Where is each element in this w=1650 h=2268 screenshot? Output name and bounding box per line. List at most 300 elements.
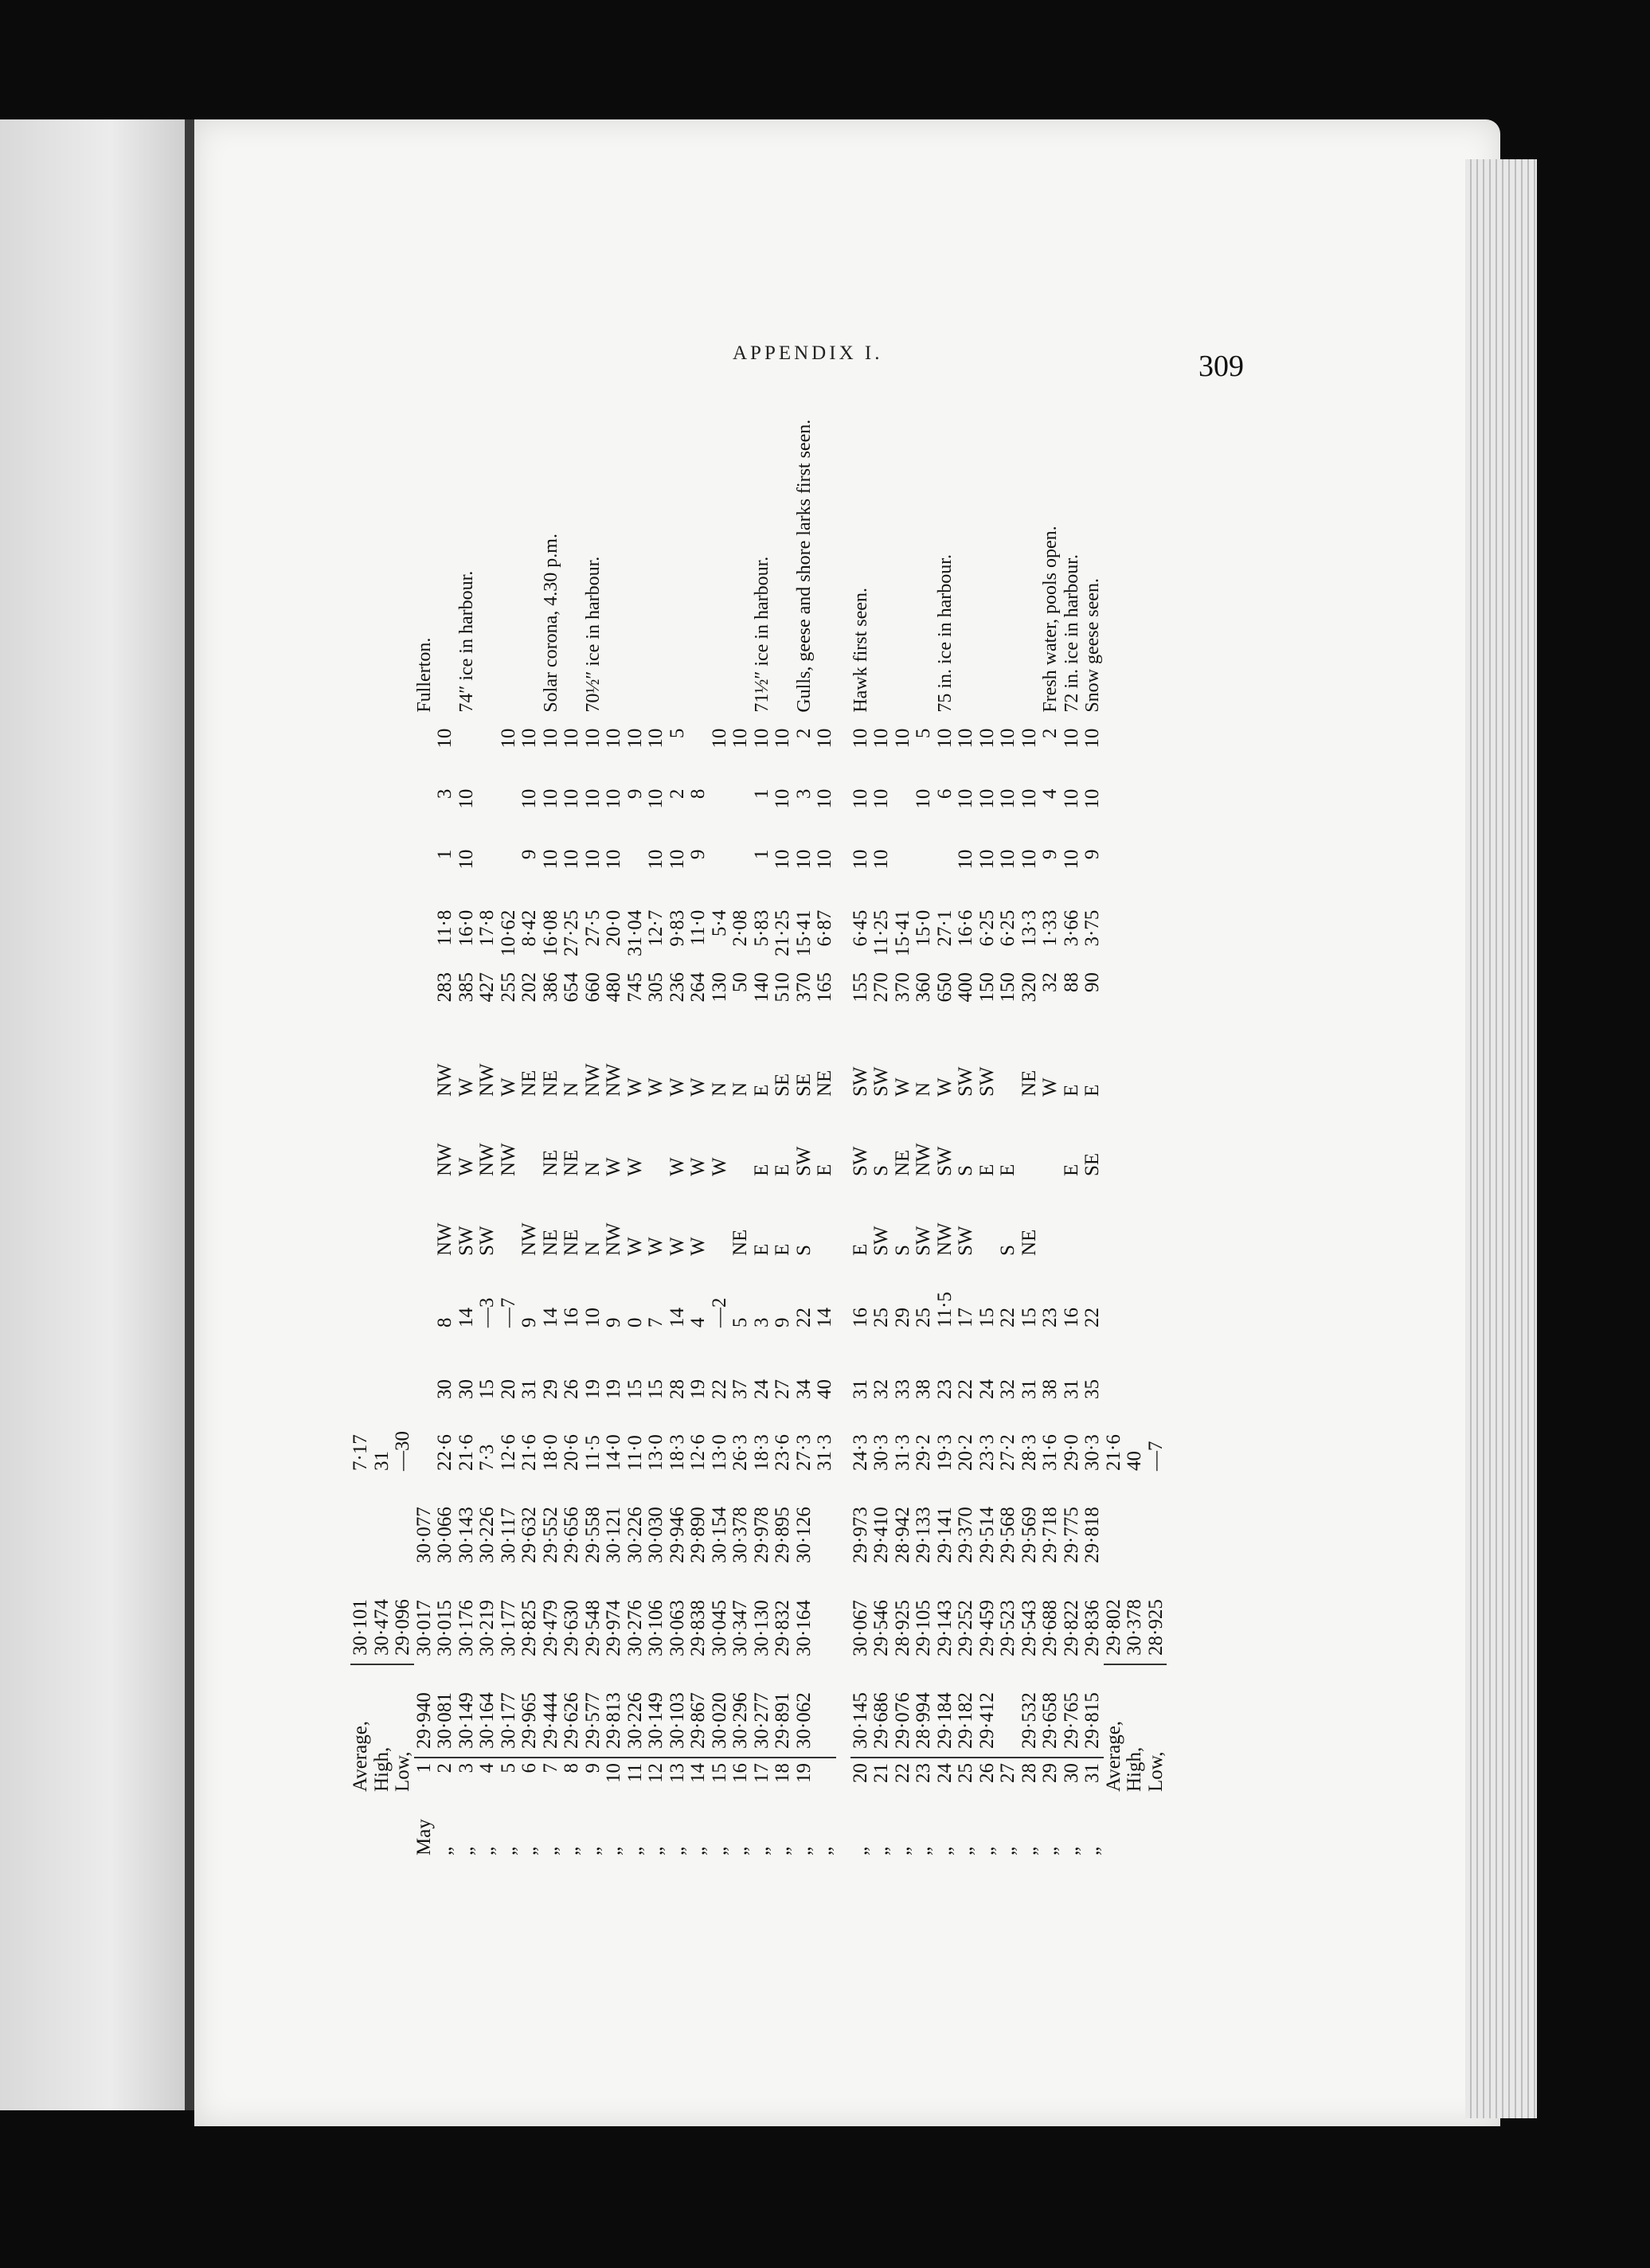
cell-t1: 14·0 — [603, 1434, 625, 1471]
cell-v5: 10 — [497, 728, 519, 749]
cell-v1: 88 — [1060, 972, 1082, 992]
cell-day: 21 — [871, 1758, 893, 1800]
cell-w1: S — [792, 1245, 815, 1256]
cell-w3: SW — [849, 1066, 871, 1097]
cell-v2: 6·25 — [976, 909, 998, 947]
cell-v5: 10 — [561, 728, 583, 749]
cell-t3: 5 — [729, 1317, 752, 1328]
cell-v4: 10 — [955, 788, 977, 809]
cell-w3: SW — [870, 1066, 893, 1097]
cell-t3: 16 — [849, 1308, 871, 1328]
cell-t3: 16 — [561, 1308, 583, 1328]
table-row — [604, 412, 625, 1863]
cell-b3: 30·066 — [434, 1507, 456, 1563]
cell-w3: W — [687, 1077, 710, 1097]
cell-v1: 427 — [476, 972, 499, 1003]
cell-v4: 10 — [581, 788, 604, 809]
table-row — [477, 412, 499, 1863]
cell-t1: 22·6 — [434, 1434, 456, 1471]
cell-b3: 29·895 — [772, 1507, 794, 1563]
cell-v2: 15·0 — [913, 909, 935, 947]
cell-b3: 29·632 — [518, 1507, 541, 1563]
cell-w2: E — [814, 1163, 836, 1176]
cell-b2: 29·832 — [772, 1600, 794, 1656]
cell-day: 15 — [710, 1758, 731, 1800]
cell-remark — [646, 412, 667, 721]
summary-temperature: —7 — [1144, 1441, 1167, 1471]
cell-w1 — [1062, 1184, 1083, 1264]
summary-spacer — [1124, 1800, 1146, 1863]
cell-b3: 29·890 — [687, 1507, 710, 1563]
cell-w2: E — [997, 1163, 1019, 1176]
cell-v2: 17·8 — [476, 909, 499, 947]
table-row — [1082, 412, 1104, 1863]
cell-month: „ — [891, 1846, 913, 1855]
cell-w3: NW — [603, 1063, 625, 1097]
cell-w2 — [1040, 1105, 1062, 1184]
cell-t1: 29·0 — [1060, 1434, 1082, 1471]
cell-v5: 10 — [1060, 728, 1082, 749]
cell-v4: 10 — [1081, 788, 1104, 809]
summary-spacer — [1104, 964, 1125, 1025]
summary-spacer — [372, 1479, 393, 1571]
cell-t2: 15 — [624, 1379, 646, 1399]
cell-w3: W — [666, 1077, 688, 1097]
cell-b3: 29·973 — [849, 1507, 871, 1563]
cell-b3: 29·818 — [1081, 1507, 1104, 1563]
cell-w3: NE — [518, 1069, 541, 1097]
cell-b1: 30·149 — [455, 1692, 477, 1749]
cell-b3: 29·141 — [933, 1507, 956, 1563]
table-row — [646, 412, 667, 1863]
cell-v1: 150 — [997, 972, 1019, 1003]
cell-b2: 29·252 — [955, 1600, 977, 1656]
cell-v1: 650 — [933, 972, 956, 1003]
cell-v3 — [710, 842, 731, 902]
cell-t2: 31 — [1060, 1379, 1082, 1399]
cell-day: 12 — [646, 1758, 667, 1800]
cell-remark — [1019, 412, 1041, 721]
table-row — [1040, 412, 1062, 1863]
cell-day: 22 — [893, 1758, 914, 1800]
cell-t1: 31·3 — [891, 1434, 913, 1471]
summary-pressure: 30·101 — [350, 1599, 372, 1656]
cell-v4: 6 — [933, 788, 956, 800]
cell-remark: 72 in. ice in harbour. — [1061, 554, 1082, 713]
table-row — [850, 412, 872, 1863]
table-row — [752, 412, 773, 1863]
summary-spacer — [350, 1800, 372, 1863]
summary-row — [372, 412, 393, 1863]
cell-v5: 10 — [539, 728, 561, 749]
cell-v4: 10 — [561, 788, 583, 809]
summary-spacer — [350, 1335, 372, 1407]
cell-v4: 3 — [792, 788, 815, 800]
cell-v3: 9 — [687, 849, 710, 860]
cell-v1: 386 — [539, 972, 561, 1003]
cell-v3: 1 — [434, 849, 456, 860]
cell-b2: 30·347 — [729, 1600, 752, 1656]
cell-v3: 10 — [870, 849, 893, 870]
cell-t2: 30 — [455, 1379, 477, 1399]
cell-w2 — [646, 1105, 667, 1184]
cell-b1 — [815, 1664, 836, 1758]
cell-t2: 20 — [497, 1379, 519, 1399]
cell-v3: 10 — [849, 849, 871, 870]
cell-v5: 10 — [603, 728, 625, 749]
cell-v4: 10 — [1018, 788, 1040, 809]
cell-w2: SW — [849, 1146, 871, 1176]
cell-v5: 10 — [729, 728, 752, 749]
cell-v2: 10·62 — [497, 909, 519, 956]
cell-v4: 4 — [1039, 788, 1062, 800]
cell-v5: 10 — [645, 728, 667, 749]
cell-b2: 30·164 — [792, 1600, 815, 1656]
summary-spacer — [350, 902, 372, 964]
cell-w3: NW — [476, 1063, 499, 1097]
table-row — [583, 412, 604, 1863]
summary-spacer — [1124, 1184, 1146, 1264]
cell-v4 — [730, 781, 752, 842]
cell-month: „ — [539, 1846, 561, 1855]
cell-remark: Fresh water, pools open. — [1040, 526, 1062, 713]
cell-t3: 11·5 — [933, 1292, 956, 1328]
cell-remark — [913, 412, 935, 721]
table-row — [519, 412, 541, 1863]
cell-v1: 155 — [849, 972, 871, 1003]
cell-w2: W — [603, 1157, 625, 1176]
summary-spacer — [372, 721, 393, 781]
cell-w1: NE — [729, 1229, 752, 1256]
cell-b1: 29·815 — [1081, 1692, 1104, 1749]
table-row — [956, 412, 977, 1863]
cell-t2: 31 — [518, 1379, 541, 1399]
summary-spacer — [1146, 902, 1167, 964]
cell-v5: 10 — [1081, 728, 1104, 749]
cell-w3: SW — [976, 1066, 998, 1097]
cell-w3: E — [1060, 1084, 1082, 1097]
table-row — [561, 412, 583, 1863]
cell-v2: 12·7 — [645, 909, 667, 947]
table-row — [772, 412, 794, 1863]
summary-spacer — [1124, 1264, 1146, 1335]
cell-v4: 10 — [849, 788, 871, 809]
summary-temperature: —30 — [392, 1431, 414, 1471]
cell-w3: NE — [1018, 1069, 1040, 1097]
cell-w1: W — [687, 1237, 710, 1256]
cell-t1: 26·3 — [729, 1434, 752, 1471]
cell-b3: 30·143 — [455, 1507, 477, 1563]
cell-v3: 10 — [1018, 849, 1040, 870]
cell-remark: Snow geese seen. — [1082, 578, 1104, 713]
cell-b3: 30·126 — [792, 1507, 815, 1563]
cell-b2: 30·045 — [708, 1600, 730, 1656]
cell-b3: 29·656 — [561, 1507, 583, 1563]
table-row — [456, 412, 478, 1863]
cell-remark: 74″ ice in harbour. — [456, 570, 477, 713]
summary-spacer — [393, 964, 414, 1025]
cell-month: „ — [933, 1846, 956, 1855]
cell-month: „ — [666, 1846, 688, 1855]
cell-t1: 30·3 — [1081, 1434, 1104, 1471]
cell-b1: 30·277 — [750, 1692, 772, 1749]
cell-month: „ — [1039, 1846, 1062, 1855]
cell-b3: 28·942 — [891, 1507, 913, 1563]
cell-t1: 29·2 — [913, 1434, 935, 1471]
cell-v5: 5 — [913, 728, 935, 739]
cell-b1: 29·891 — [772, 1692, 794, 1749]
cell-b2: 30·276 — [624, 1600, 646, 1656]
cell-v4 — [477, 781, 499, 842]
cell-v5: 10 — [750, 728, 772, 749]
cell-v3 — [893, 842, 914, 902]
table-row — [414, 412, 436, 1863]
cell-remark — [871, 412, 893, 721]
summary-row — [1104, 412, 1125, 1863]
cell-w3: N — [561, 1081, 583, 1097]
cell-remark — [561, 412, 583, 721]
cell-b2: 29·105 — [913, 1600, 935, 1656]
summary-spacer — [1146, 781, 1167, 842]
cell-v4: 10 — [603, 788, 625, 809]
cell-v2: 13·3 — [1018, 909, 1040, 947]
cell-v1: 50 — [729, 972, 752, 992]
summary-spacer — [1104, 1184, 1125, 1264]
cell-day: 11 — [625, 1758, 647, 1800]
cell-v5: 10 — [933, 728, 956, 749]
table-row — [935, 412, 956, 1863]
cell-b1: 29·813 — [603, 1692, 625, 1749]
meteorological-table — [350, 390, 1167, 1863]
cell-t1: 12·6 — [497, 1434, 519, 1471]
table-row — [977, 412, 999, 1863]
cell-v3: 9 — [1039, 849, 1062, 860]
cell-v2: 2·08 — [729, 909, 752, 947]
cell-w1: N — [581, 1241, 604, 1256]
cell-b3: 29·558 — [581, 1507, 604, 1563]
cell-v1: 236 — [666, 972, 688, 1003]
cell-t1: 24·3 — [849, 1434, 871, 1471]
cell-t1: 18·0 — [539, 1434, 561, 1471]
cell-t2: 28 — [666, 1379, 688, 1399]
cell-v1: 320 — [1018, 972, 1040, 1003]
cell-remark: Solar corona, 4.30 p.m. — [540, 534, 561, 713]
cell-t1: 27·3 — [792, 1434, 815, 1471]
cell-day: 31 — [1082, 1758, 1104, 1800]
cell-w2: SE — [1081, 1152, 1104, 1176]
summary-spacer — [372, 964, 393, 1025]
summary-label: High, — [372, 1664, 393, 1800]
station-note: Fullerton. — [413, 637, 435, 713]
cell-remark: 75 in. ice in harbour. — [934, 554, 956, 713]
summary-spacer — [1124, 721, 1146, 781]
cell-w1: SW — [455, 1226, 477, 1256]
cell-day: 14 — [688, 1758, 710, 1800]
cell-w1: SW — [913, 1226, 935, 1256]
cell-month: „ — [997, 1846, 1019, 1855]
cell-v4: 1 — [750, 788, 772, 800]
cell-v3: 9 — [518, 849, 541, 860]
cell-w3: NE — [814, 1069, 836, 1097]
summary-spacer — [1104, 721, 1125, 781]
cell-b2: 29·974 — [603, 1600, 625, 1656]
cell-v1: 130 — [708, 972, 730, 1003]
summary-spacer — [1146, 842, 1167, 902]
cell-t1: 20·6 — [561, 1434, 583, 1471]
cell-month: „ — [561, 1846, 583, 1855]
cell-month: „ — [955, 1846, 977, 1855]
cell-v1: 654 — [561, 972, 583, 1003]
summary-spacer — [1104, 842, 1125, 902]
cell-t2: 24 — [976, 1379, 998, 1399]
cell-w1: SW — [476, 1226, 499, 1256]
summary-spacer — [1104, 1479, 1125, 1571]
summary-spacer — [350, 781, 372, 842]
cell-w3: N — [708, 1081, 730, 1097]
cell-day: 10 — [604, 1758, 625, 1800]
cell-b1: 30·296 — [729, 1692, 752, 1749]
summary-pressure: 29·802 — [1102, 1599, 1124, 1656]
cell-b1 — [998, 1664, 1019, 1758]
table-row — [794, 412, 815, 1863]
cell-b3: 30·378 — [729, 1507, 752, 1563]
cell-v4 — [499, 781, 520, 842]
cell-t2: 31 — [1018, 1379, 1040, 1399]
cell-v4: 10 — [913, 788, 935, 809]
cell-v2: 1·33 — [1039, 909, 1062, 947]
cell-v5: 10 — [955, 728, 977, 749]
summary-spacer — [372, 1105, 393, 1184]
cell-t1: 30·3 — [870, 1434, 893, 1471]
cell-v1: 370 — [792, 972, 815, 1003]
cell-v2: 6·45 — [849, 909, 871, 947]
cell-b1: 29·532 — [1018, 1692, 1040, 1749]
table-row — [815, 412, 836, 1863]
cell-v5 — [414, 721, 436, 781]
cell-v1: 370 — [891, 972, 913, 1003]
cell-remark — [977, 412, 999, 721]
cell-t1 — [414, 1407, 436, 1479]
cell-w1 — [414, 1184, 436, 1264]
cell-v5: 10 — [997, 728, 1019, 749]
cell-b2: 30·176 — [455, 1600, 477, 1656]
cell-day: 8 — [561, 1758, 583, 1800]
cell-t3: 4 — [687, 1317, 710, 1328]
cell-remark — [710, 412, 731, 721]
cell-b3: 29·410 — [870, 1507, 893, 1563]
cell-b3: 29·718 — [1039, 1507, 1062, 1563]
cell-b1: 30·062 — [792, 1692, 815, 1749]
summary-spacer — [1124, 964, 1146, 1025]
cell-v4: 10 — [772, 788, 794, 809]
summary-spacer — [372, 781, 393, 842]
summary-label: High, — [1124, 1664, 1146, 1800]
cell-w1: NE — [1018, 1229, 1040, 1256]
cell-t2: 23 — [933, 1379, 956, 1399]
cell-w2: SW — [933, 1146, 956, 1176]
cell-v2: 16·6 — [955, 909, 977, 947]
summary-spacer — [393, 1184, 414, 1264]
summary-spacer — [393, 1800, 414, 1863]
summary-spacer — [350, 1184, 372, 1264]
cell-w1: W — [645, 1237, 667, 1256]
cell-v1: 283 — [434, 972, 456, 1003]
cell-w1: NW — [603, 1222, 625, 1256]
cell-v5: 10 — [976, 728, 998, 749]
cell-w2: W — [687, 1157, 710, 1176]
cell-b1: 29·184 — [933, 1692, 956, 1749]
cell-v4: 10 — [518, 788, 541, 809]
cell-w2: E — [750, 1163, 772, 1176]
cell-day — [815, 1758, 836, 1800]
cell-month: „ — [814, 1846, 836, 1855]
cell-w3: NW — [434, 1063, 456, 1097]
cell-t2: 32 — [997, 1379, 1019, 1399]
cell-month: „ — [750, 1846, 772, 1855]
summary-pressure: 30·378 — [1124, 1599, 1146, 1656]
cell-v4: 10 — [645, 788, 667, 809]
cell-day: 18 — [772, 1758, 794, 1800]
cell-v2: 20·0 — [603, 909, 625, 947]
cell-v2 — [414, 902, 436, 964]
summary-spacer — [1146, 1335, 1167, 1407]
cell-v4 — [414, 781, 436, 842]
cell-v4: 10 — [870, 788, 893, 809]
cell-b1: 30·164 — [476, 1692, 499, 1749]
cell-v1: 264 — [687, 972, 710, 1003]
cell-v3: 10 — [772, 849, 794, 870]
summary-temperature: 21·6 — [1102, 1434, 1124, 1471]
cell-b3: 30·030 — [645, 1507, 667, 1563]
cell-w2: W — [666, 1157, 688, 1176]
cell-remark — [604, 412, 625, 721]
cell-v3: 10 — [455, 849, 477, 870]
table-row — [499, 412, 520, 1863]
cell-b2: 30·177 — [497, 1600, 519, 1656]
cell-w3: W — [455, 1077, 477, 1097]
cell-month: „ — [1018, 1846, 1040, 1855]
summary-spacer — [372, 842, 393, 902]
cell-b3: 29·978 — [750, 1507, 772, 1563]
cell-v3 — [477, 842, 499, 902]
summary-temperature: 7·17 — [350, 1434, 372, 1471]
summary-spacer — [1124, 902, 1146, 964]
summary-row — [393, 412, 414, 1863]
cell-w3: E — [750, 1084, 772, 1097]
cell-remark — [956, 412, 977, 721]
cell-v1: 32 — [1039, 972, 1062, 992]
cell-month: „ — [976, 1846, 998, 1855]
cell-remark — [772, 412, 794, 721]
cell-v1: 270 — [870, 972, 893, 1003]
cell-v3: 10 — [976, 849, 998, 870]
cell-t2: 33 — [891, 1379, 913, 1399]
cell-w3: SW — [955, 1066, 977, 1097]
cell-w1: E — [750, 1243, 772, 1256]
cell-b1: 30·081 — [434, 1692, 456, 1749]
cell-w2: NW — [434, 1143, 456, 1176]
cell-day: 24 — [935, 1758, 956, 1800]
cell-v4: 9 — [624, 788, 646, 800]
cell-t2: 22 — [708, 1379, 730, 1399]
cell-t2: 19 — [581, 1379, 604, 1399]
cell-day: 23 — [913, 1758, 935, 1800]
summary-spacer — [1124, 412, 1146, 721]
cell-t2 — [414, 1335, 436, 1407]
cell-t1: 23·6 — [772, 1434, 794, 1471]
cell-t2: 22 — [955, 1379, 977, 1399]
cell-v1: 140 — [750, 972, 772, 1003]
